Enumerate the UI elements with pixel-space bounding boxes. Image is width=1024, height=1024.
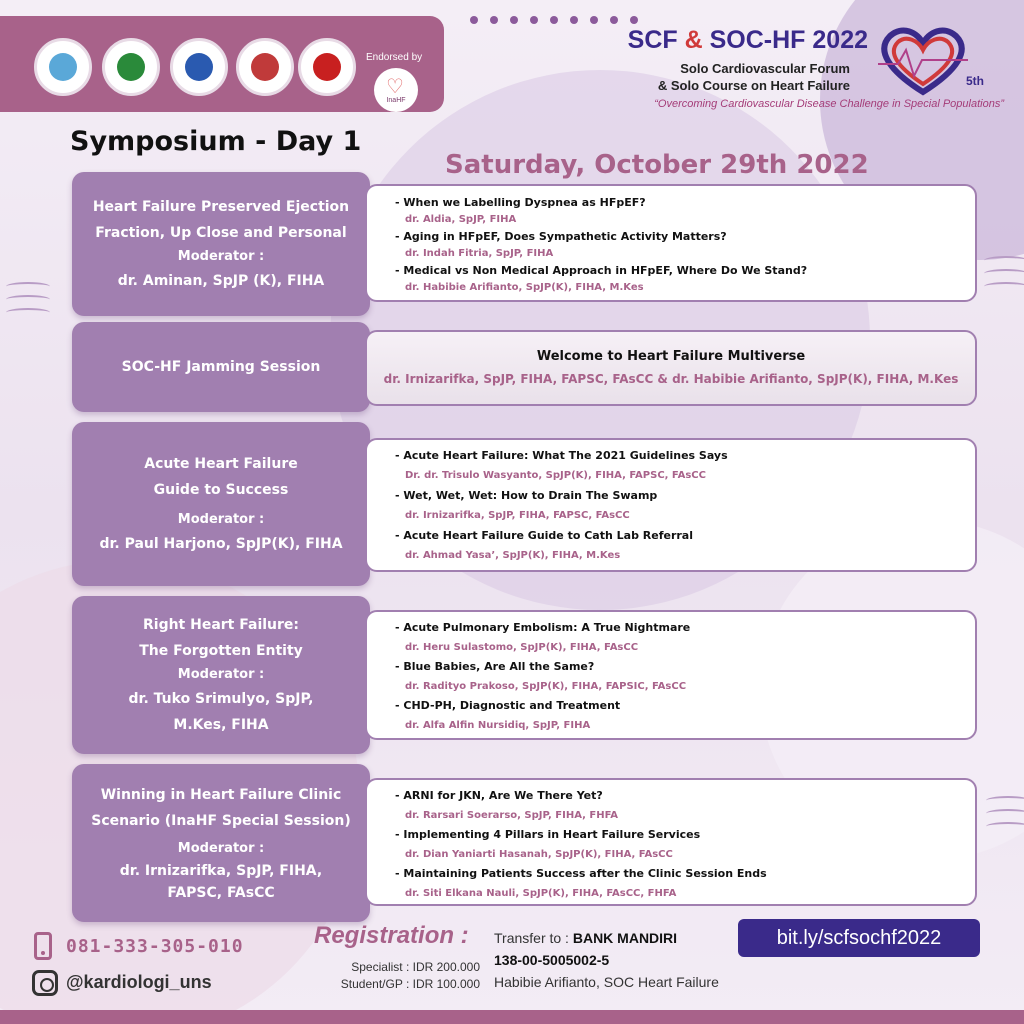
moderator-name: FAPSC, FAsCC [167, 885, 275, 901]
talk-title: - Maintaining Patients Success after the Clinic Session Ends [395, 867, 767, 880]
endorsed-label: Endorsed by [366, 52, 423, 63]
speaker-name: dr. Rarsari Soerarso, SpJP, FIHA, FHFA [405, 809, 619, 821]
speaker-name: dr. Irnizarifka, SpJP, FIHA, FAPSC, FAsCC [405, 510, 630, 521]
talk-title: - Wet, Wet, Wet: How to Drain The Swamp [395, 489, 658, 502]
speaker-name: dr. Heru Sulastomo, SpJP(K), FIHA, FAsCC [405, 641, 639, 653]
talks-box [365, 330, 977, 406]
moderator-label: Moderator : [177, 841, 265, 856]
session-title: Winning in Heart Failure Clinic [100, 787, 342, 803]
talk-title: - Medical vs Non Medical Approach in HFpEF, Where Do We Stand? [395, 264, 808, 277]
symposium-title: Symposium - Day 1 [70, 126, 362, 157]
registration-title: Registration : [314, 922, 469, 949]
speaker-name: dr. Aldia, SpJP, FIHA [405, 214, 517, 225]
speaker-name: dr. Radityo Prakoso, SpJP(K), FIHA, FAPSIC, FAsCC [405, 680, 687, 692]
speaker-name: dr. Indah Fitria, SpJP, FIHA [405, 248, 554, 259]
speaker-name: dr. Habibie Arifianto, SpJP(K), FIHA, M.Kes [405, 282, 644, 293]
talk-title: - Acute Pulmonary Embolism: A True Nightmare [395, 621, 691, 634]
session-title: Acute Heart Failure [144, 456, 298, 472]
moderator-name: dr. Aminan, SpJP (K), FIHA [117, 273, 325, 289]
registration-link[interactable]: bit.ly/scfsochf2022 [738, 919, 980, 957]
talks-box [365, 438, 977, 572]
moderator-name: dr. Tuko Srimulyo, SpJP, [128, 691, 314, 707]
speaker-name: dr. Siti Elkana Nauli, SpJP(K), FIHA, FAsCC, FHFA [405, 887, 677, 899]
phone-number: 081-333-305-010 [66, 936, 244, 957]
account-number: 138-00-5005002-5 [494, 952, 610, 968]
speaker-name: Dr. dr. Trisulo Wasyanto, SpJP(K), FIHA, FAPSC, FAsCC [405, 470, 706, 481]
talks-box [365, 184, 977, 302]
session-title-box [72, 596, 370, 754]
event-subtitle: Solo Cardiovascular Forum & Solo Course on Heart Failure [657, 61, 850, 93]
talk-title: - Acute Heart Failure Guide to Cath Lab Referral [395, 529, 693, 542]
account-name: Habibie Arifianto, SOC Heart Failure [494, 974, 719, 990]
instagram-handle: @kardiologi_uns [66, 972, 212, 992]
idi-logo [298, 38, 356, 96]
talk-title: - Blue Babies, Are All the Same? [395, 660, 595, 673]
medical-faculty-logo [102, 38, 160, 96]
footer-bar [0, 1010, 1024, 1024]
logo-bar [0, 16, 444, 112]
cardio-association-logo [236, 38, 294, 96]
talk-title: - Aging in HFpEF, Does Sympathetic Activity Matters? [395, 230, 727, 243]
talks-box [365, 610, 977, 740]
moderator-name: M.Kes, FIHA [173, 717, 269, 733]
session-title: Guide to Success [153, 482, 289, 498]
decorative-dots [470, 16, 638, 24]
price-student: Student/GP : IDR 100.000 [340, 977, 480, 991]
heart-icon: ♡ [386, 74, 404, 98]
talk-title: - Implementing 4 Pillars in Heart Failure Services [395, 828, 701, 841]
talk-title: - ARNI for JKN, Are We There Yet? [395, 789, 603, 802]
talk-title: Welcome to Heart Failure Multiverse [536, 349, 806, 364]
talk-title: - CHD-PH, Diagnostic and Treatment [395, 699, 621, 712]
session-title: Scenario (InaHF Special Session) [91, 813, 351, 829]
wave-decoration [6, 282, 50, 321]
moderator-label: Moderator : [177, 667, 265, 682]
talk-title: - Acute Heart Failure: What The 2021 Guidelines Says [395, 449, 728, 462]
session-title: Fraction, Up Close and Personal [95, 225, 347, 241]
talk-title: - When we Labelling Dyspnea as HFpEF? [395, 196, 646, 209]
wave-decoration [986, 796, 1024, 835]
hospital-cross-logo [170, 38, 228, 96]
speaker-name: dr. Irnizarifka, SpJP, FIHA, FAPSC, FAsCC & dr. Habibie Arifianto, SpJP(K), FIHA, M.Kes [383, 372, 959, 386]
event-title: SCF & SOC-HF 2022 [627, 26, 868, 54]
moderator-label: Moderator : [177, 512, 265, 527]
speaker-name: dr. Ahmad Yasa’, SpJP(K), FIHA, M.Kes [405, 550, 621, 561]
event-tagline: “Overcoming Cardiovascular Disease Challenge in Special Populations” [654, 98, 1004, 110]
talks-box [365, 778, 977, 906]
instagram-icon [32, 970, 58, 996]
heart-brand-icon [868, 20, 978, 100]
wave-decoration [984, 256, 1024, 295]
session-title-box [72, 322, 370, 412]
session-title-box [72, 422, 370, 586]
speaker-name: dr. Alfa Alfin Nursidiq, SpJP, FIHA [405, 719, 591, 731]
session-title-box [72, 172, 370, 316]
session-title: Heart Failure Preserved Ejection [92, 199, 350, 215]
moderator-name: dr. Paul Harjono, SpJP(K), FIHA [99, 536, 343, 552]
edition-label: 5th [966, 74, 984, 88]
moderator-label: Moderator : [177, 249, 265, 264]
price-specialist: Specialist : IDR 200.000 [351, 960, 480, 974]
session-title-box [72, 764, 370, 922]
session-title: The Forgotten Entity [139, 643, 303, 659]
session-title: SOC-HF Jamming Session [121, 359, 321, 375]
speaker-name: dr. Dian Yaniarti Hasanah, SpJP(K), FIHA, FAsCC [405, 848, 673, 860]
transfer-info: Transfer to : BANK MANDIRI [494, 930, 678, 946]
date-title: Saturday, October 29th 2022 [445, 150, 869, 180]
inahf-logo: ♡ InaHF [374, 68, 418, 112]
session-title: Right Heart Failure: [142, 617, 300, 633]
moderator-name: dr. Irnizarifka, SpJP, FIHA, [119, 863, 323, 879]
university-logo [34, 38, 92, 96]
phone-icon [34, 932, 52, 960]
